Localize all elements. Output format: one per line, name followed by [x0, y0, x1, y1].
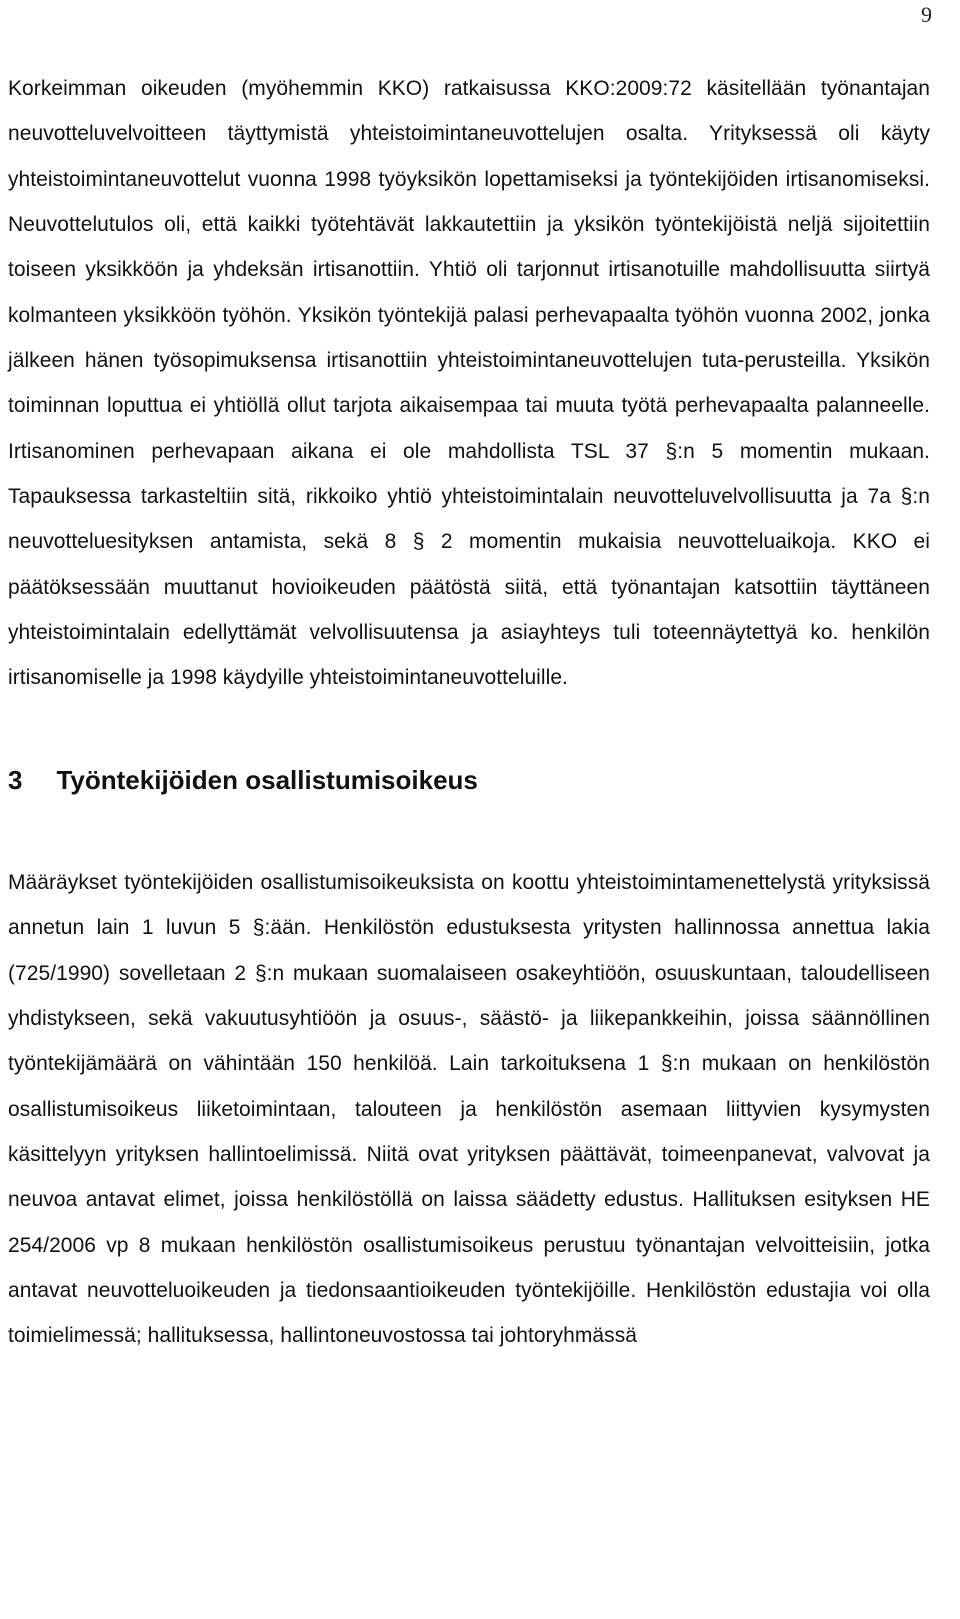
- section-heading-block: [8, 764, 930, 796]
- body-paragraph: Korkeimman oikeuden (myöhemmin KKO) ratkaisussa KKO:2009:72 käsitellään työnantajan neuvotteluvelvoitteen täyttymistä yhteistoimintaneuvottelujen osalta. Yrityksessä oli käyty yhteistoimintaneuvottelut vuonna 1998 työyksikön lopettamiseksi ja työntekijöiden irtisanomiseksi. Neuvottelutulos oli, että kaikki työtehtävät lakkautettiin ja yksikön työntekijöistä neljä sijoitettiin toiseen yksikköön ja yhdeksän irtisanottiin. Yhtiö oli tarjonnut irtisanotuille mahdollisuutta siirtyä kolmanteen yksikköön työhön. Yksikön työntekijä palasi perhevapaalta työhön vuonna 2002, jonka jälkeen hänen työsopimuksensa irtisanottiin yhteistoimintaneuvottelujen tuta-perusteilla. Yksikön toiminnan loputtua ei yhtiöllä ollut tarjota aikaisempaa tai muuta työtä perhevapaalta palanneelle. Irtisanominen perhevapaan aikana ei ole mahdollista TSL 37 §:n 5 momentin mukaan. Tapauksessa tarkasteltiin sitä, rikkoiko yhtiö yhteistoimintalain neuvotteluvelvollisuutta ja 7a §:n neuvotteluesityksen antamista, sekä 8 § 2 momentin mukaisia neuvotteluaikoja. KKO ei päätöksessään muuttanut hovioikeuden päätöstä siitä, että työnantajan katsottiin täyttäneen yhteistoimintalain edellyttämät velvollisuutensa ja asiayhteys tuli toteennäytettyä ko. henkilön irtisanomiselle ja 1998 käydyille yhteistoimintaneuvotteluille.: [8, 77, 930, 690]
- section-title: Työntekijöiden osallistumisoikeus: [56, 764, 478, 795]
- page-number: 9: [921, 2, 932, 27]
- body-paragraph: Määräykset työntekijöiden osallistumisoikeuksista on koottu yhteistoimintamenettelystä yrityksissä annetun lain 1 luvun 5 §:ään. Henkilöstön edustuksesta yritysten hallinnossa annettua lakia (725/1990) sovelletaan 2 §:n mukaan suomalaiseen osakeyhtiöön, osuuskuntaan, taloudelliseen yhdistykseen, sekä vakuutusyhtiöön ja osuus-, säästö- ja liikepankkeihin, joissa säännöllinen työntekijämäärä on vähintään 150 henkilöä. Lain tarkoituksena 1 §:n mukaan on henkilöstön osallistumisoikeus liiketoimintaan, talouteen ja henkilöstön asemaan liittyvien kysymysten käsittelyyn yrityksen hallintoelimissä. Niitä ovat yrityksen päättävät, toimeenpanevat, valvovat ja neuvoa antavat elimet, joissa henkilöstöllä on laissa säädetty edustus. Hallituksen esityksen HE 254/2006 vp 8 mukaan henkilöstön osallistumisoikeus perustuu työnantajan velvoitteisiin, jotka antavat neuvotteluoikeuden ja tiedonsaantioikeuden työntekijöille. Henkilöstön edustajia voi olla toimielimessä; hallituksessa, hallintoneuvostossa tai johtoryhmässä: [8, 870, 930, 1348]
- section-heading: [8, 764, 930, 796]
- section-number: 3: [8, 764, 23, 795]
- document-page: [8, 66, 930, 1359]
